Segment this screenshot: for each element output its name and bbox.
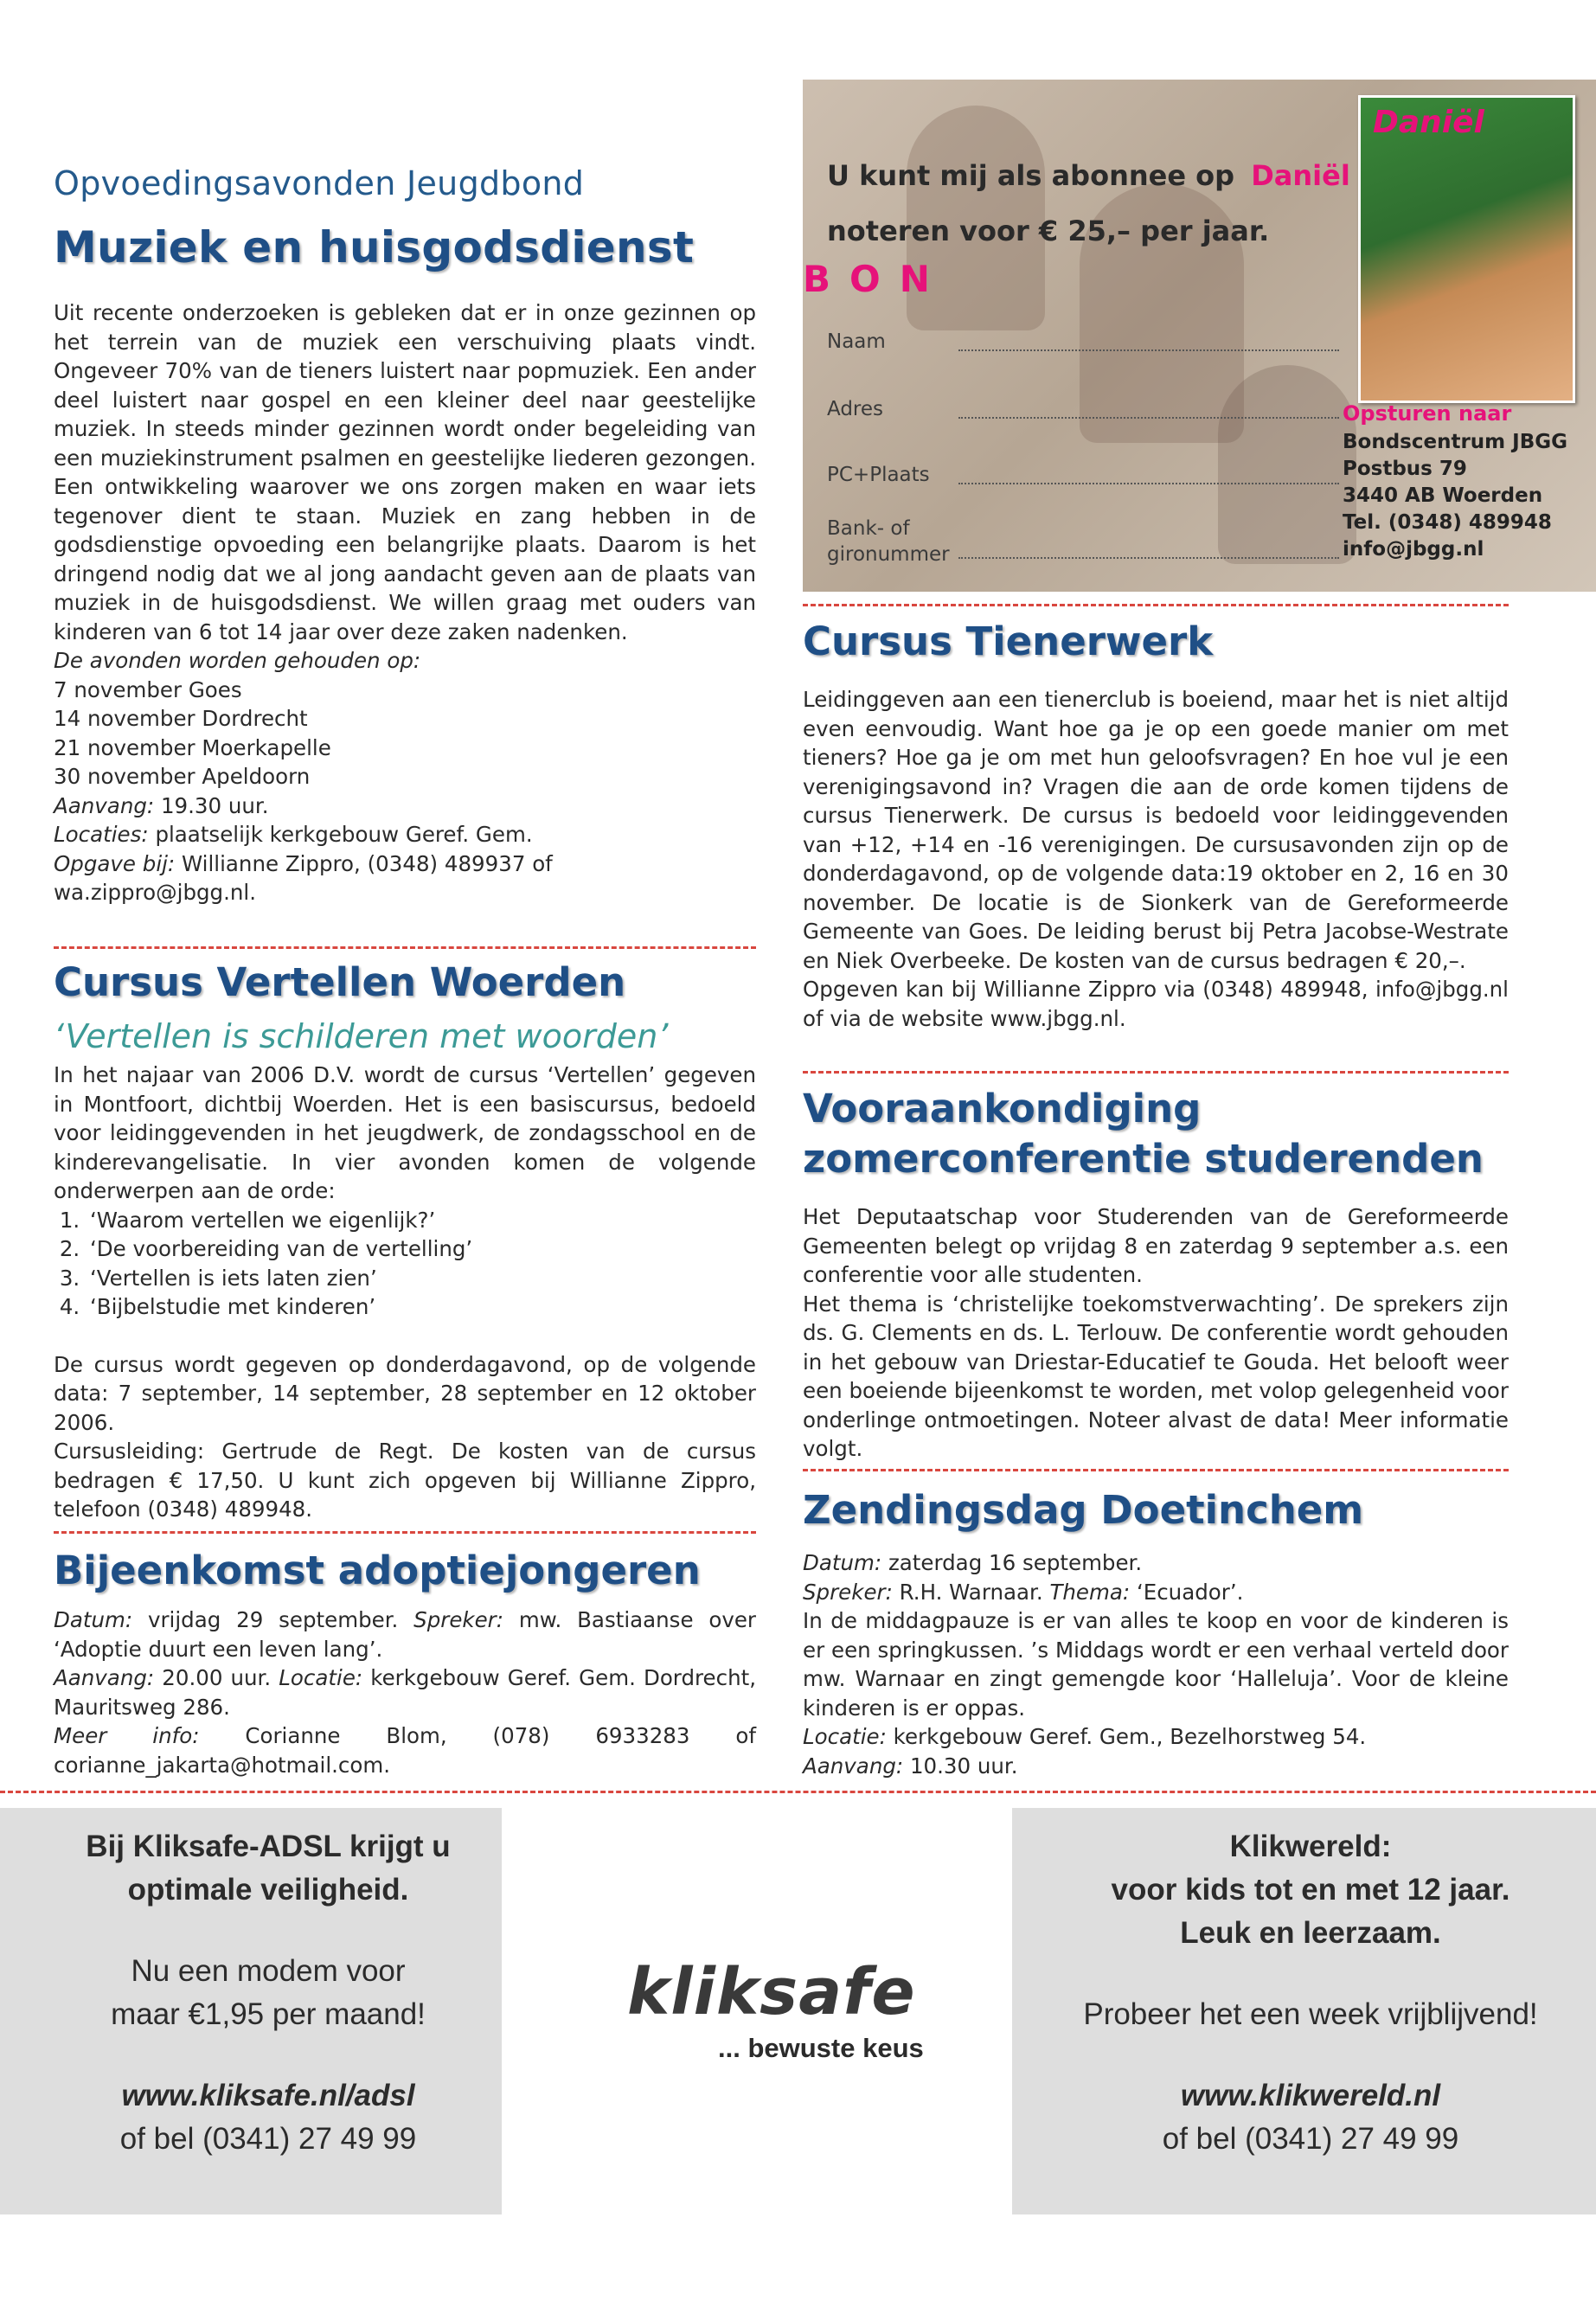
article-tienerwerk — [803, 685, 1509, 1033]
field-pcplaats-label: PC+Plaats — [827, 464, 930, 486]
advert-right-phone: of bel (0341) 27 49 99 — [1162, 2122, 1459, 2156]
spreker-label: Spreker: — [803, 1579, 893, 1605]
article-tienerwerk-body2: Opgeven kan bij Willianne Zippro via (0348) 489948, info@jbgg.nl of via de website www.jbgg.nl. — [803, 977, 1509, 1031]
topics-list — [54, 1206, 756, 1322]
advert-left — [35, 1825, 502, 2161]
advert-right-l4: Probeer het een week vrijblijvend! — [1083, 1997, 1538, 2031]
bon-word: BON — [803, 258, 949, 300]
datum-value: vrijdag 29 september. — [147, 1607, 399, 1632]
thema-value: ‘Ecuador’. — [1136, 1579, 1244, 1605]
date-item: 21 november Moerkapelle — [54, 734, 331, 760]
send-address — [1343, 429, 1567, 563]
advert-right-l1: Klikwereld: — [1229, 1830, 1392, 1863]
aanvang-value: 20.00 uur. — [162, 1665, 272, 1690]
subtitle-vertellen: ‘Vertellen is schilderen met woorden’ — [54, 1017, 669, 1055]
spreker-value: R.H. Warnaar. — [899, 1579, 1043, 1605]
aanvang-label: Aanvang: — [54, 1665, 155, 1690]
spreker-label: Spreker: — [413, 1607, 503, 1632]
locatie-value: kerkgebouw Geref. Gem. Dordrecht, Mauritsweg 286. — [54, 1665, 756, 1720]
article-vertellen-p3: Cursusleiding: Gertrude de Regt. De kosten van de cursus bedragen € 17,50. U kunt zich opgeven bij Willianne Zippro, telefoon (0348) 489948. — [54, 1439, 756, 1522]
advert-right — [1042, 1825, 1579, 2161]
advert-left-phone: of bel (0341) 27 49 99 — [119, 2122, 417, 2156]
logo-tagline: ... bewuste keus — [718, 2033, 924, 2063]
opgave-value: Willianne Zippro, (0348) 489937 of — [181, 850, 553, 876]
field-naam-label: Naam — [827, 330, 886, 353]
advert-left-l3: Nu een modem voor — [131, 1954, 406, 1988]
article-vertellen — [54, 1061, 756, 1524]
advert-left-l1: Bij Kliksafe-ADSL krijgt u — [86, 1830, 451, 1863]
bon-line2: noteren voor € 25,– per jaar. — [827, 215, 1270, 247]
datum-label: Datum: — [803, 1550, 882, 1575]
divider — [803, 604, 1509, 606]
opgave-line — [54, 849, 756, 879]
thema-label: Thema: — [1049, 1579, 1131, 1605]
article-zomer-p1: Het Deputaatschap voor Studerenden van de Gereformeerde Gemeenten belegt op vrijdag 8 en zaterdag 9 september a.s. een conferentie voor alle studenten. — [803, 1204, 1509, 1287]
list-item: 3. ‘Vertellen is iets laten zien’ — [87, 1264, 756, 1293]
field-adres-line[interactable] — [958, 417, 1339, 419]
field-rekening-label — [827, 516, 950, 567]
datum-value: zaterdag 16 september. — [888, 1550, 1143, 1575]
spreker-value: mw. Bastiaanse over ‘Adoptie duurt een leven lang’. — [54, 1607, 756, 1662]
heading-cursus-tienerwerk: Cursus Tienerwerk — [803, 619, 1214, 664]
adoptie-aanvang — [54, 1663, 756, 1721]
divider — [54, 1531, 756, 1534]
article-muziek — [54, 298, 756, 907]
advert-left-l2: optimale veiligheid. — [127, 1873, 409, 1907]
logo-wordmark: kliksafe — [627, 1955, 916, 2029]
zending-aanvang — [803, 1752, 1509, 1781]
article-vertellen-p2: De cursus wordt gegeven op donderdagavond, op de volgende data: 7 september, 14 september, 28 september en 12 oktober 2006. — [54, 1351, 756, 1435]
opgave-label: Opgave bij: — [54, 850, 176, 876]
heading-cursus-vertellen: Cursus Vertellen Woerden — [54, 959, 626, 1005]
adoptie-info — [54, 1721, 756, 1779]
subscription-coupon — [803, 80, 1596, 592]
article-adoptie — [54, 1606, 756, 1779]
advert-right-l3: Leuk en leerzaam. — [1180, 1916, 1441, 1950]
field-naam-line[interactable] — [958, 349, 1339, 351]
field-rekening-label-2: gironummer — [827, 543, 950, 566]
field-adres-label: Adres — [827, 398, 884, 420]
address-line: info@jbgg.nl — [1343, 538, 1484, 561]
locatie-value: kerkgebouw Geref. Gem., Bezelhorstweg 54. — [893, 1724, 1367, 1749]
magazine-title: Daniël — [1373, 105, 1484, 140]
zending-locatie — [803, 1722, 1509, 1752]
address-line: Postbus 79 — [1343, 458, 1467, 480]
divider — [54, 946, 756, 949]
info-label: Meer info: — [54, 1723, 200, 1748]
advert-right-url[interactable]: www.klikwereld.nl — [1180, 2079, 1441, 2112]
locaties-line — [54, 820, 756, 849]
bon-brand: Daniël — [1251, 159, 1350, 192]
datum-label: Datum: — [54, 1607, 133, 1632]
locatie-label: Locatie: — [279, 1665, 363, 1690]
heading-adoptiejongeren: Bijeenkomst adoptiejongeren — [54, 1548, 701, 1593]
locaties-label: Locaties: — [54, 822, 149, 847]
divider — [0, 1791, 1596, 1793]
zending-datum — [803, 1548, 1509, 1578]
advert-left-l4: maar €1,95 per maand! — [111, 1997, 426, 2031]
heading-zendingsdag: Zendingsdag Doetinchem — [803, 1487, 1364, 1533]
article-zomer-p2: Het thema is ‘christelijke toekomstverwachting’. De sprekers zijn ds. G. Clements en ds. L. Terlouw. De conferentie wordt gehouden in het gebouw van Driestar-Educatief te Gouda. Het belooft weer een boeiende bijeenkomst te worden, met volop gelegenheid voor onderlinge ontmoetingen. Noteer alvast de data! Meer informatie volgt. — [803, 1291, 1509, 1461]
aanvang-value: 10.30 uur. — [909, 1753, 1018, 1779]
zending-body: In de middagpauze is er van alles te koop en voor de kinderen is er een springkussen. ’s Middags wordt er een verhaal verteld door mw. Warnaar en zingt gemengde koor ‘Halleluja’. Voor de kleine kinderen is er oppas. — [803, 1608, 1509, 1721]
locatie-label: Locatie: — [803, 1724, 887, 1749]
zending-spreker — [803, 1578, 1509, 1607]
send-label: Opsturen naar — [1343, 401, 1512, 426]
advert-right-l2: voor kids tot en met 12 jaar. — [1111, 1873, 1510, 1907]
article-muziek-body: Uit recente onderzoeken is gebleken dat er in onze gezinnen op het terrein van de muziek een verschuiving plaats vindt. Ongeveer 70% van de tieners luistert naar popmuziek. Een ander deel luistert naar gospel en een kleiner deel naar geestelijke muziek. In steeds minder gezinnen wordt onder begeleiding van een muziekinstrument psalmen en geestelijke liederen gezongen. Een ontwikkeling waarover we ons zorgen maken en waar iets tegenover dient te staan. Muziek en zang hebben in de godsdienstige opvoeding een belangrijke plaats. Daarom is het dringend nodig dat we al jong aandacht geven aan de plaats van muziek in de huisgodsdienst. We willen graag met ouders van kinderen van 6 tot 14 jaar over deze zaken nadenken. — [54, 300, 756, 644]
adoptie-datum — [54, 1606, 756, 1663]
bon-line1-text: U kunt mij als abonnee op — [827, 159, 1235, 192]
field-pcplaats-line[interactable] — [958, 483, 1339, 484]
article-tienerwerk-body: Leidinggeven aan een tienerclub is boeiend, maar het is niet altijd even eenvoudig. Want hoe ga je op een goede manier om met tieners? Hoe ga je om met hun geloofsvragen? En hoe vul je een verenigingsavond in? Vragen die aan de orde komen tijdens de cursus Tienerwerk. De cursus is bedoeld voor leidinggevenden van +12, +14 en -16 verenigingen. De cursusavonden zijn op de donderdagavond, op de volgende data:19 oktober en 2, 16 en 30 november. De locatie is de Sionkerk van de Gereformeerde Gemeente van Goes. De leiding berust bij Petra Jacobse-Westrate en Niek Overbeeke. De kosten van de cursus bedragen € 20,–. — [803, 687, 1509, 973]
aanvang-value: 19.30 uur. — [160, 792, 269, 818]
address-line: Bondscentrum JBGG — [1343, 431, 1567, 453]
list-item: 4. ‘Bijbelstudie met kinderen’ — [87, 1292, 756, 1322]
kliksafe-logo — [627, 1955, 956, 2064]
divider — [803, 1071, 1509, 1074]
info-value: Corianne Blom, (078) 6933283 of corianne_jakarta@hotmail.com. — [54, 1723, 756, 1778]
article-zomerconferentie — [803, 1202, 1509, 1464]
dates-label: De avonden worden gehouden op: — [54, 648, 421, 673]
field-rekening-line[interactable] — [958, 557, 1339, 559]
article-vertellen-intro: In het najaar van 2006 D.V. wordt de cursus ‘Vertellen’ gegeven in Montfoort, dichtbij Woerden. Het is een basiscursus, bedoeld voor leidinggevenden in het jeugdwerk, de zondagsschool en de kinderevangelisatie. In vier avonden komen de volgende onderwerpen aan de orde: — [54, 1062, 756, 1203]
aanvang-label: Aanvang: — [54, 792, 155, 818]
bon-line1 — [827, 159, 1350, 192]
list-item: 1. ‘Waarom vertellen we eigenlijk?’ — [87, 1206, 756, 1235]
divider — [803, 1469, 1509, 1471]
date-item: 7 november Goes — [54, 676, 242, 702]
address-line: Tel. (0348) 489948 — [1343, 511, 1552, 534]
advert-left-url[interactable]: www.kliksafe.nl/adsl — [121, 2079, 415, 2112]
heading-zomerconferentie: zomerconferentie studerenden — [803, 1136, 1484, 1182]
magazine-cover — [1358, 95, 1575, 403]
date-item: 14 november Dordrecht — [54, 706, 308, 731]
list-item: 2. ‘De voorbereiding van de vertelling’ — [87, 1234, 756, 1264]
aanvang-line — [54, 792, 756, 821]
photo-figure — [1218, 365, 1356, 564]
heading-vooraankondiging: Vooraankondiging — [803, 1086, 1202, 1131]
opgave-email: wa.zippro@jbgg.nl. — [54, 880, 257, 905]
aanvang-label: Aanvang: — [803, 1753, 904, 1779]
kicker-opvoedingsavonden: Opvoedingsavonden Jeugdbond — [54, 164, 585, 202]
locaties-value: plaatselijk kerkgebouw Geref. Gem. — [155, 822, 533, 847]
article-zendingsdag — [803, 1548, 1509, 1780]
address-line: 3440 AB Woerden — [1343, 484, 1543, 507]
heading-muziek-huisgodsdienst: Muziek en huisgodsdienst — [54, 222, 695, 272]
date-item: 30 november Apeldoorn — [54, 764, 311, 789]
field-rekening-label-1: Bank- of — [827, 517, 910, 540]
